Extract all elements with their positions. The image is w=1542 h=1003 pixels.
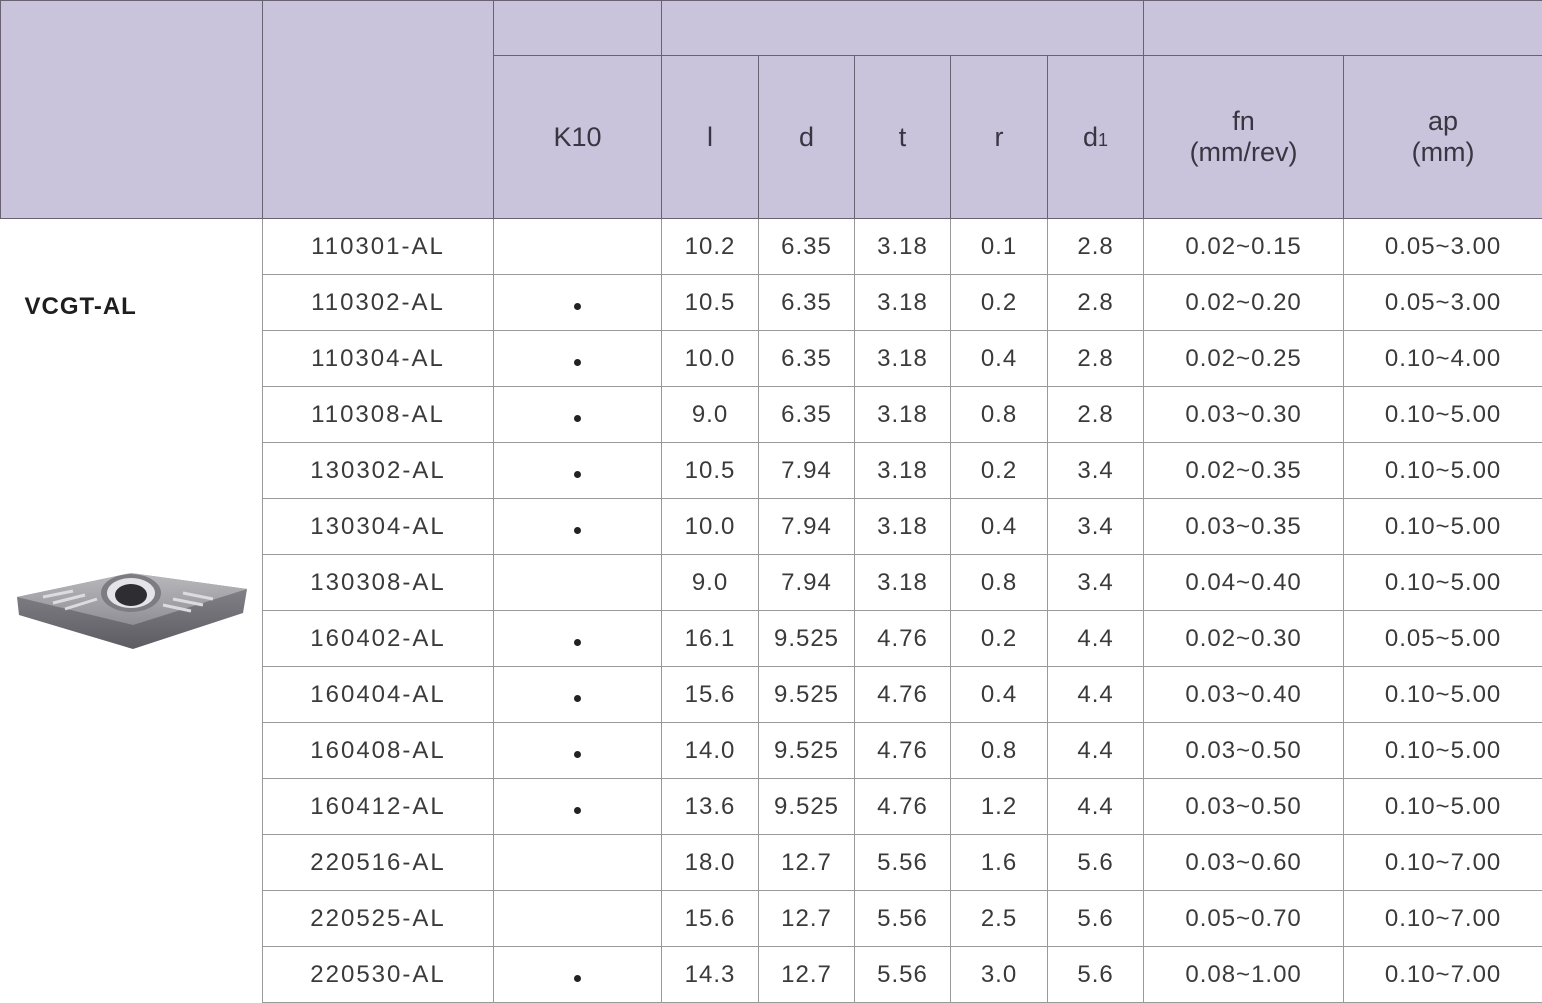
cell-t: 5.56	[855, 835, 951, 891]
header-dim-t	[855, 56, 951, 219]
table-body	[1, 219, 1542, 1003]
cell-l: 16.1	[662, 611, 759, 667]
table-row	[1, 219, 1542, 275]
header-dim-d1	[1048, 56, 1144, 219]
cell-r: 0.8	[951, 387, 1048, 443]
header-dim-d	[759, 56, 855, 219]
cell-d: 7.94	[759, 499, 855, 555]
cell-d1: 2.8	[1048, 219, 1144, 275]
cell-ap: 0.10~7.00	[1344, 947, 1542, 1003]
series-cell	[1, 219, 263, 1003]
cell-d: 9.525	[759, 779, 855, 835]
cell-code: 160408-AL	[263, 723, 494, 779]
header-grade-group-cell	[494, 1, 662, 56]
cell-fn: 0.02~0.20	[1144, 275, 1344, 331]
grade-available-dot-icon	[574, 415, 581, 422]
cell-ap: 0.10~5.00	[1344, 667, 1542, 723]
cell-fn: 0.08~1.00	[1144, 947, 1344, 1003]
cell-l: 15.6	[662, 667, 759, 723]
grade-available-dot-icon	[574, 975, 581, 982]
header-series-cell	[1, 1, 263, 219]
cell-d: 6.35	[759, 219, 855, 275]
grade-available-dot-icon	[574, 527, 581, 534]
cell-fn: 0.04~0.40	[1144, 555, 1344, 611]
cell-fn: 0.03~0.50	[1144, 723, 1344, 779]
cell-code: 130304-AL	[263, 499, 494, 555]
cell-code: 160404-AL	[263, 667, 494, 723]
cell-l: 18.0	[662, 835, 759, 891]
cell-d: 12.7	[759, 947, 855, 1003]
cell-code: 220525-AL	[263, 891, 494, 947]
insert-photo-icon	[13, 569, 253, 653]
cell-l: 14.0	[662, 723, 759, 779]
cell-k10	[494, 835, 662, 891]
cell-t: 4.76	[855, 723, 951, 779]
cell-l: 10.0	[662, 331, 759, 387]
cell-l: 10.2	[662, 219, 759, 275]
cell-l: 10.5	[662, 443, 759, 499]
grade-available-dot-icon	[574, 639, 581, 646]
cell-ap: 0.10~7.00	[1344, 891, 1542, 947]
cell-d1: 3.4	[1048, 499, 1144, 555]
cell-d1: 4.4	[1048, 723, 1144, 779]
cell-d1: 3.4	[1048, 443, 1144, 499]
cell-code: 110301-AL	[263, 219, 494, 275]
cell-d: 12.7	[759, 835, 855, 891]
cell-code: 160402-AL	[263, 611, 494, 667]
cell-r: 0.4	[951, 331, 1048, 387]
series-name: VCGT-AL	[25, 293, 137, 321]
header-dim-r-label: r	[995, 122, 1004, 152]
cell-d1: 3.4	[1048, 555, 1144, 611]
cell-code: 130308-AL	[263, 555, 494, 611]
cell-ap: 0.10~5.00	[1344, 387, 1542, 443]
cell-ap: 0.10~5.00	[1344, 723, 1542, 779]
cell-t: 5.56	[855, 891, 951, 947]
cell-fn: 0.02~0.30	[1144, 611, 1344, 667]
cell-r: 0.4	[951, 667, 1048, 723]
cell-code: 130302-AL	[263, 443, 494, 499]
cell-code: 220530-AL	[263, 947, 494, 1003]
cell-ap: 0.10~5.00	[1344, 779, 1542, 835]
cell-d: 6.35	[759, 275, 855, 331]
cell-d1: 2.8	[1048, 331, 1144, 387]
cell-fn: 0.03~0.50	[1144, 779, 1344, 835]
cell-d: 7.94	[759, 555, 855, 611]
cell-t: 3.18	[855, 387, 951, 443]
cell-d1: 2.8	[1048, 387, 1144, 443]
cell-k10	[494, 723, 662, 779]
header-dim-d1-label: d	[1083, 122, 1098, 152]
header-ap-unit: (mm)	[1344, 137, 1542, 168]
cell-t: 3.18	[855, 443, 951, 499]
header-ap-label: ap	[1344, 106, 1542, 137]
cell-r: 2.5	[951, 891, 1048, 947]
cell-ap: 0.05~3.00	[1344, 275, 1542, 331]
cell-k10	[494, 219, 662, 275]
cell-t: 3.18	[855, 219, 951, 275]
cell-ap: 0.10~5.00	[1344, 443, 1542, 499]
cell-t: 3.18	[855, 499, 951, 555]
cell-d1: 5.6	[1048, 835, 1144, 891]
header-dim-t-label: t	[899, 122, 907, 152]
cell-t: 4.76	[855, 611, 951, 667]
cell-ap: 0.10~5.00	[1344, 499, 1542, 555]
cell-d1: 4.4	[1048, 667, 1144, 723]
cell-code: 220516-AL	[263, 835, 494, 891]
cell-d: 7.94	[759, 443, 855, 499]
cell-l: 10.0	[662, 499, 759, 555]
header-row-top	[1, 1, 1542, 56]
cell-r: 0.8	[951, 723, 1048, 779]
cell-d1: 2.8	[1048, 275, 1144, 331]
cell-fn: 0.03~0.40	[1144, 667, 1344, 723]
cell-d: 9.525	[759, 611, 855, 667]
grade-available-dot-icon	[574, 359, 581, 366]
grade-available-dot-icon	[574, 807, 581, 814]
cell-k10	[494, 779, 662, 835]
cell-code: 110308-AL	[263, 387, 494, 443]
cell-r: 1.2	[951, 779, 1048, 835]
cell-fn: 0.02~0.25	[1144, 331, 1344, 387]
cell-k10	[494, 387, 662, 443]
header-ap	[1344, 56, 1542, 219]
cell-t: 5.56	[855, 947, 951, 1003]
header-grade-k10	[494, 56, 662, 219]
cell-k10	[494, 331, 662, 387]
cell-fn: 0.03~0.35	[1144, 499, 1344, 555]
cell-d: 6.35	[759, 387, 855, 443]
cell-r: 0.2	[951, 443, 1048, 499]
grade-available-dot-icon	[574, 303, 581, 310]
cell-fn: 0.02~0.15	[1144, 219, 1344, 275]
cell-k10	[494, 611, 662, 667]
cell-ap: 0.10~7.00	[1344, 835, 1542, 891]
cell-d1: 5.6	[1048, 947, 1144, 1003]
cell-k10	[494, 891, 662, 947]
header-dim-l-label: l	[707, 122, 713, 152]
grade-available-dot-icon	[574, 695, 581, 702]
cell-r: 0.1	[951, 219, 1048, 275]
cell-k10	[494, 667, 662, 723]
cell-l: 9.0	[662, 555, 759, 611]
cell-k10	[494, 947, 662, 1003]
cell-d1: 4.4	[1048, 611, 1144, 667]
cell-l: 14.3	[662, 947, 759, 1003]
cell-k10	[494, 555, 662, 611]
cell-k10	[494, 499, 662, 555]
header-cutting-group-cell	[1144, 1, 1542, 56]
cell-t: 3.18	[855, 275, 951, 331]
cell-l: 10.5	[662, 275, 759, 331]
cell-t: 4.76	[855, 667, 951, 723]
cell-ap: 0.05~5.00	[1344, 611, 1542, 667]
cell-d: 6.35	[759, 331, 855, 387]
cell-t: 3.18	[855, 331, 951, 387]
header-fn-label: fn	[1144, 106, 1343, 137]
cell-t: 3.18	[855, 555, 951, 611]
header-dimensions-group-cell	[662, 1, 1144, 56]
cell-r: 0.8	[951, 555, 1048, 611]
header-grade-label: K10	[553, 122, 601, 152]
cell-r: 0.4	[951, 499, 1048, 555]
cell-code: 110304-AL	[263, 331, 494, 387]
cell-r: 1.6	[951, 835, 1048, 891]
cell-d1: 5.6	[1048, 891, 1144, 947]
header-code-cell	[263, 1, 494, 219]
cell-ap: 0.05~3.00	[1344, 219, 1542, 275]
header-dim-d1-subscript: 1	[1098, 130, 1108, 150]
cell-k10	[494, 275, 662, 331]
cell-fn: 0.05~0.70	[1144, 891, 1344, 947]
cell-d1: 4.4	[1048, 779, 1144, 835]
cell-r: 0.2	[951, 275, 1048, 331]
cell-l: 13.6	[662, 779, 759, 835]
cell-ap: 0.10~4.00	[1344, 331, 1542, 387]
cell-ap: 0.10~5.00	[1344, 555, 1542, 611]
cell-d: 12.7	[759, 891, 855, 947]
cell-code: 160412-AL	[263, 779, 494, 835]
cell-fn: 0.03~0.60	[1144, 835, 1344, 891]
header-fn-unit: (mm/rev)	[1144, 137, 1343, 168]
cell-d: 9.525	[759, 723, 855, 779]
cell-k10	[494, 443, 662, 499]
cell-t: 4.76	[855, 779, 951, 835]
header-fn	[1144, 56, 1344, 219]
cell-code: 110302-AL	[263, 275, 494, 331]
table-header	[1, 1, 1542, 219]
grade-available-dot-icon	[574, 751, 581, 758]
cell-r: 0.2	[951, 611, 1048, 667]
cell-l: 15.6	[662, 891, 759, 947]
grade-available-dot-icon	[574, 471, 581, 478]
header-dim-l	[662, 56, 759, 219]
cell-l: 9.0	[662, 387, 759, 443]
cell-d: 9.525	[759, 667, 855, 723]
cell-fn: 0.02~0.35	[1144, 443, 1344, 499]
header-dim-r	[951, 56, 1048, 219]
cell-r: 3.0	[951, 947, 1048, 1003]
cell-fn: 0.03~0.30	[1144, 387, 1344, 443]
header-dim-d-label: d	[799, 122, 814, 152]
